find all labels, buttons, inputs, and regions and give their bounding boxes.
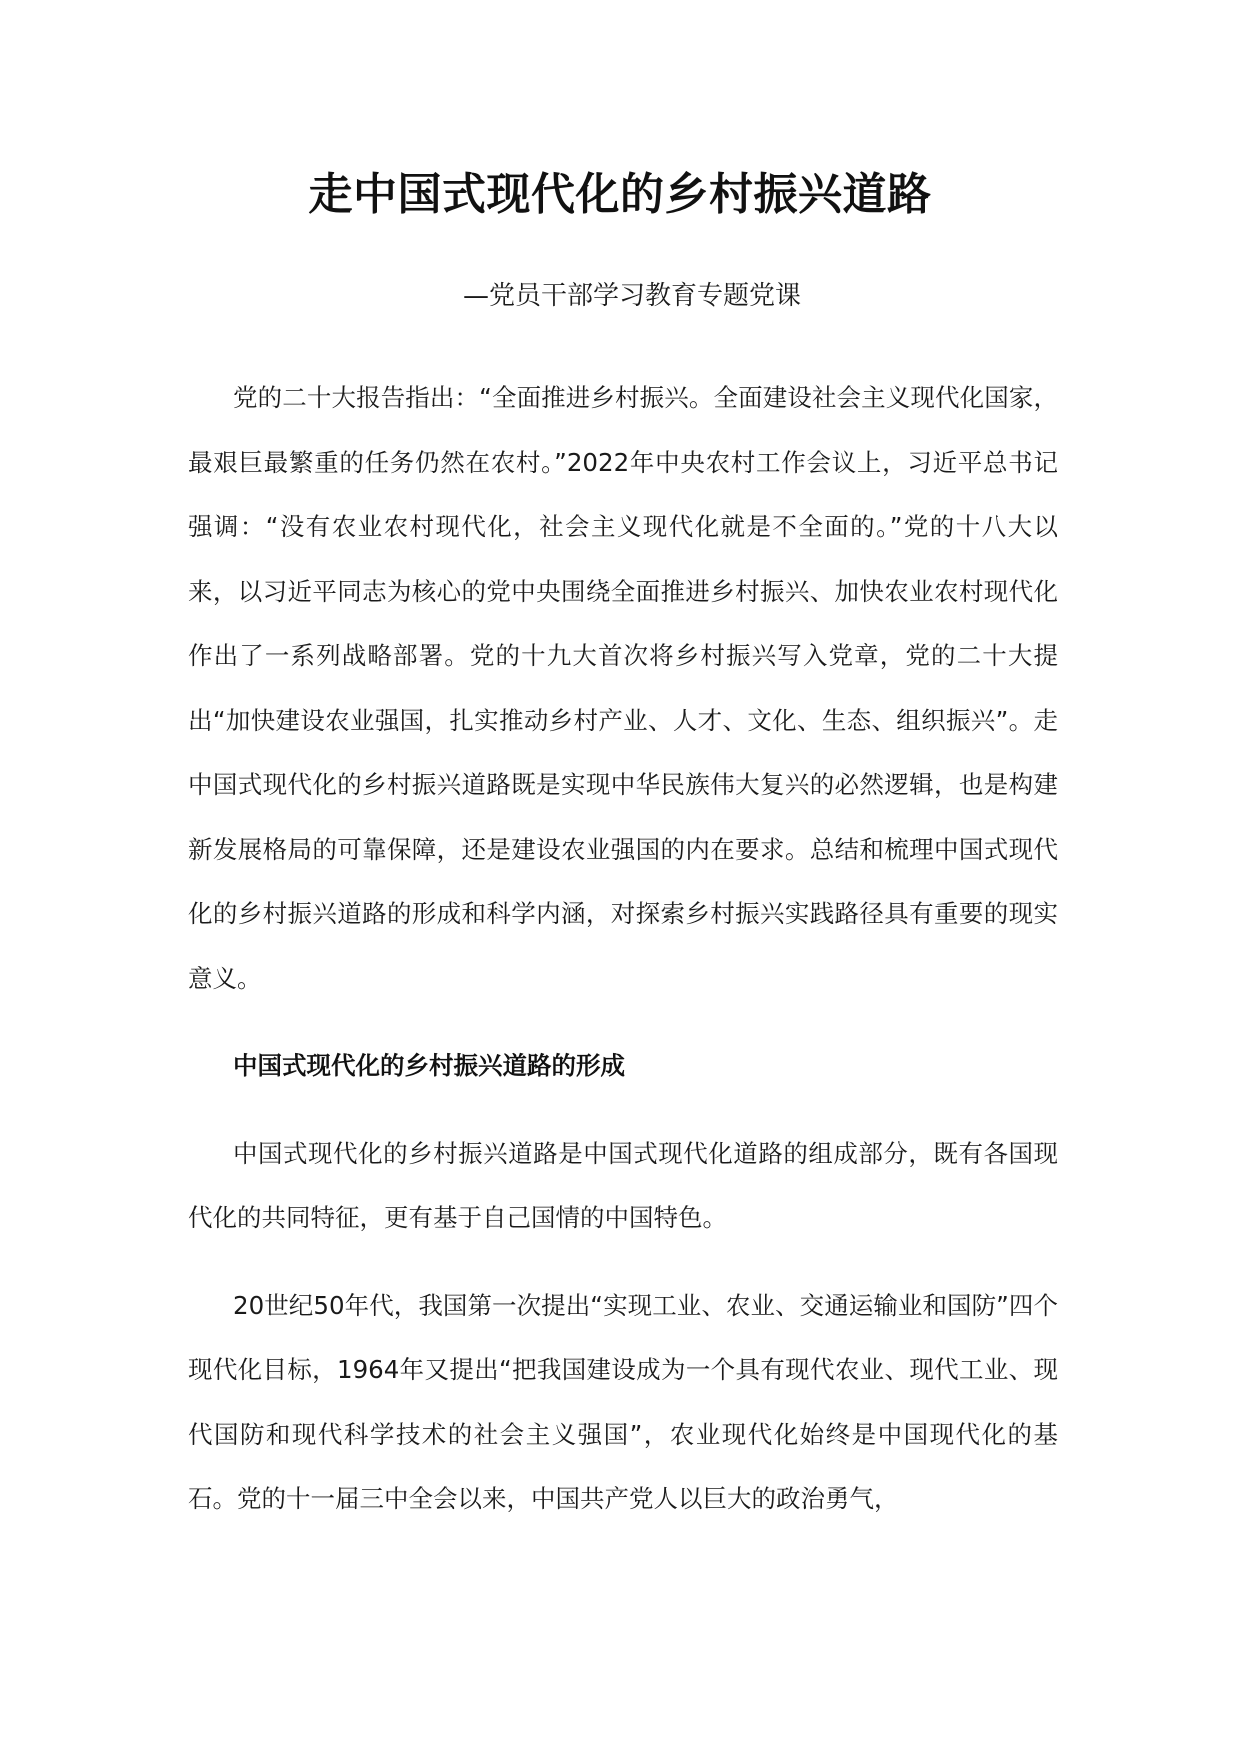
document-body: [188, 366, 1058, 1532]
document-title: 走中国式现代化的乡村振兴道路: [308, 169, 932, 220]
paragraph-overview: 中国式现代化的乡村振兴道路是中国式现代化道路的组成部分，既有各国现代化的共同特征，更有基于自己国情的中国特色。: [188, 1138, 1058, 1232]
paragraph-intro: 党的二十大报告指出：“全面推进乡村振兴。全面建设社会主义现代化国家，最艰巨最繁重的任务仍然在农村。”2022年中央农村工作会议上，习近平总书记强调：“没有农业农村现代化，社会主义现代化就是不全面的。”党的十八大以来，以习近平同志为核心的党中央围绕全面推进乡村振兴、加快农业农村现代化作出了一系列战略部署。党的十九大首次将乡村振兴写入党章，党的二十大提出“加快建设农业强国，扎实推动乡村产业、人才、文化、生态、组织振兴”。走中国式现代化的乡村振兴道路既是实现中华民族伟大复兴的必然逻辑，也是构建新发展格局的可靠保障，还是建设农业强国的内在要求。总结和梳理中国式现代化的乡村振兴道路的形成和科学内涵，对探索乡村振兴实践路径具有重要的现实意义。: [188, 383, 1058, 993]
paragraph-history: 20世纪50年代，我国第一次提出“实现工业、农业、交通运输业和国防”四个现代化目标，1964年又提出“把我国建设成为一个具有现代农业、现代工业、现代国防和现代科学技术的社会主义强国”，农业现代化始终是中国现代化的基石。党的十一届三中全会以来，中国共产党人以巨大的政治勇气，: [188, 1290, 1058, 1513]
document-subtitle: —党员干部学习教育专题党课: [462, 281, 801, 311]
section-heading: 中国式现代化的乡村振兴道路的形成: [233, 1051, 625, 1080]
